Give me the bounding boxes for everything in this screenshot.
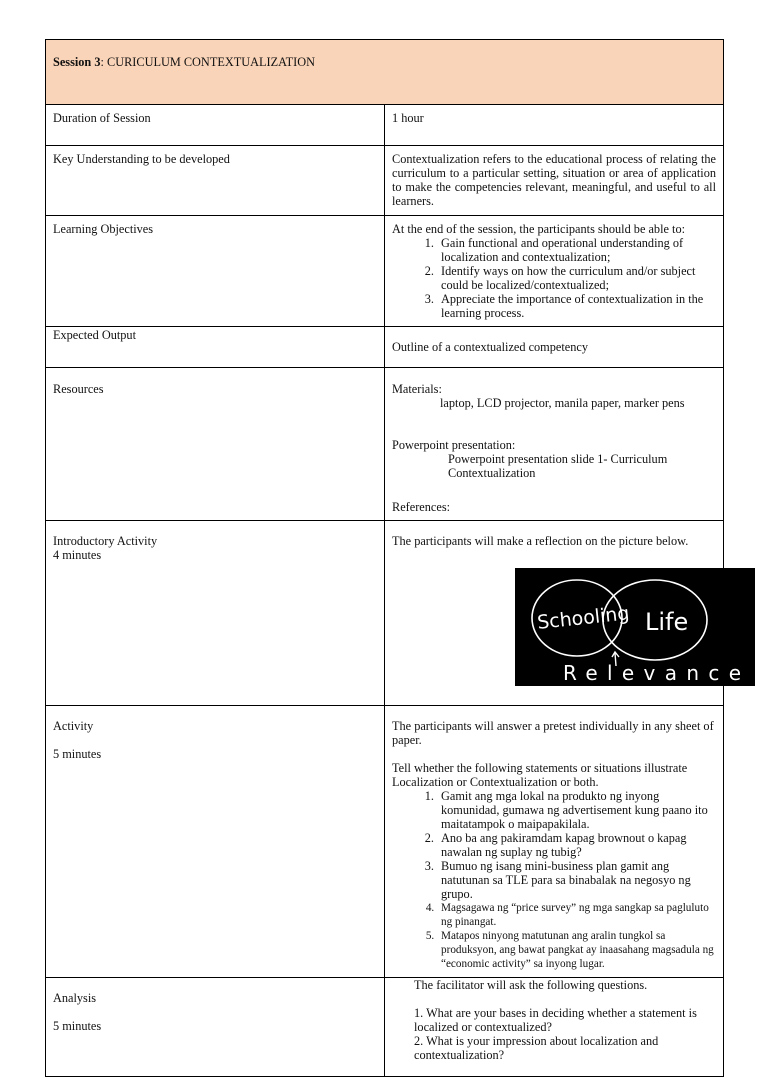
objective-item: 2. Identify ways on how the curriculum and/or subject could be localized/contextualized; (437, 264, 716, 292)
row-resources (46, 368, 724, 521)
output-label: Expected Output (46, 327, 385, 368)
key-understanding-value: Contextualization refers to the educational process of relating the curriculum to a particular setting, situation or area of application to make the competencies relevant, meaningful, and useful to all learners. (385, 146, 724, 216)
activity-item: 5. Matapos ninyong matutunan ang aralin tungkol sa produksyon, ang bawat pangkat ay inaasahang magsadula ng “economic activity” sa inyong lugar. (437, 929, 716, 971)
analysis-label-cell (46, 978, 385, 1077)
activity-list (392, 789, 716, 971)
reflection-picture (515, 568, 755, 686)
session-header-row (46, 40, 724, 105)
ppt-value: Powerpoint presentation slide 1- Curriculum Contextualization (448, 452, 668, 480)
analysis-label: Analysis (53, 991, 97, 1005)
objective-item: 3. Appreciate the importance of contextualization in the learning process. (437, 292, 716, 320)
session-table (45, 39, 741, 1077)
activity-item: 2. Ano ba ang pakiramdam kapag brownout o kapag nawalan ng suplay ng tubig? (437, 831, 716, 859)
intro-label: Introductory Activity (53, 534, 158, 548)
ppt-label: Powerpoint presentation: (392, 438, 516, 452)
activity-item: 4. Magsagawa ng “price survey” ng mga sangkap sa pagluluto ng pinangat. (437, 901, 716, 929)
objectives-label: Learning Objectives (46, 216, 385, 327)
activity-label: Activity (53, 719, 94, 733)
session-number: Session 3 (53, 55, 101, 69)
analysis-question-2: 2. What is your impression about localization and contextualization? (414, 1034, 659, 1062)
row-activity (46, 706, 724, 978)
row-analysis (46, 978, 724, 1077)
row-duration (46, 105, 724, 146)
analysis-duration: 5 minutes (53, 1019, 102, 1033)
materials-label: Materials: (392, 382, 442, 396)
objectives-list (392, 236, 716, 320)
objective-item: 1. Gain functional and operational understanding of localization and contextualization; (437, 236, 716, 264)
materials-list: laptop, LCD projector, manila paper, marker pens (440, 396, 685, 410)
row-introductory-activity (46, 521, 724, 706)
activity-item: 3. Bumuo ng isang mini-business plan gamit ang natutunan sa TLE para sa binabalak na negosyo ng grupo. (437, 859, 716, 901)
analysis-intro: The facilitator will ask the following questions. (414, 978, 648, 992)
duration-value: 1 hour (385, 105, 724, 146)
row-expected-output (46, 327, 724, 368)
session-title: : CURICULUM CONTEXTUALIZATION (100, 55, 315, 69)
analysis-question-1: 1. What are your bases in deciding whether a statement is localized or contextualized? (414, 1006, 697, 1034)
activity-cell (385, 706, 724, 978)
activity-item: 1. Gamit ang mga lokal na produkto ng inyong komunidad, gumawa ng advertisement kung paano ito maitatampok o maipapakilala. (437, 789, 716, 831)
intro-cell (385, 521, 741, 706)
resources-cell (385, 368, 724, 521)
activity-instruction: Tell whether the following statements or situations illustrate Localization or Contextualization or both. (392, 761, 688, 789)
activity-label-cell (46, 706, 385, 978)
session-header (46, 40, 724, 105)
duration-label: Duration of Session (46, 105, 385, 146)
intro-text: The participants will make a reflection on the picture below. (392, 534, 689, 548)
references-label: References: (392, 500, 451, 514)
word-relevance: Relevance (563, 661, 741, 685)
word-life: Life (645, 608, 689, 636)
activity-duration: 5 minutes (53, 747, 102, 761)
row-learning-objectives (46, 216, 724, 327)
objectives-cell (385, 216, 724, 327)
activity-intro: The participants will answer a pretest individually in any sheet of paper. (392, 719, 714, 747)
venn-sketch (515, 568, 755, 686)
key-understanding-label: Key Understanding to be developed (46, 146, 385, 216)
intro-duration: 4 minutes (53, 548, 102, 562)
analysis-cell (385, 978, 724, 1077)
word-schooling: Schooling (536, 602, 631, 634)
intro-label-cell (46, 521, 385, 706)
objectives-intro: At the end of the session, the participants should be able to: (392, 222, 686, 236)
output-value: Outline of a contextualized competency (385, 327, 724, 368)
resources-label: Resources (46, 368, 385, 521)
row-key-understanding (46, 146, 724, 216)
